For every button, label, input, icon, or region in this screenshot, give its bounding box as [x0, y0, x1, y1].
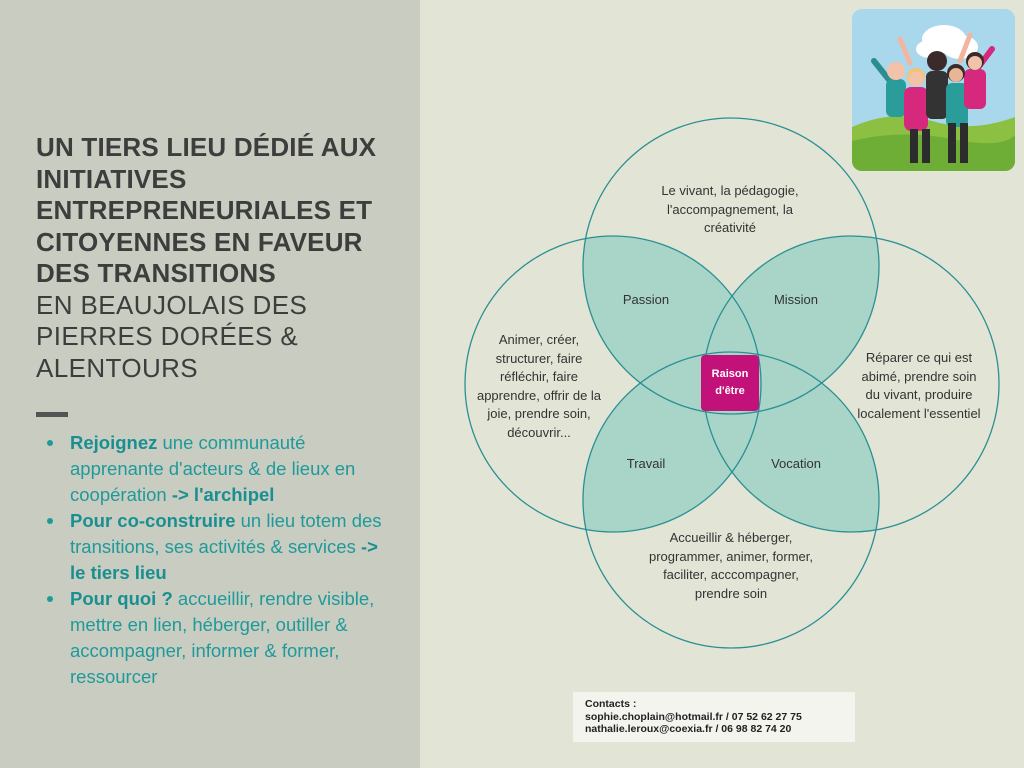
bullet-text: un lieu totem des transitions, ses activités & services [70, 510, 382, 557]
bullet-lead: Pour co-construire [70, 510, 236, 531]
label-mission: Mission [773, 292, 819, 307]
label-vocation: Vocation [771, 456, 821, 471]
venn-top-text: Le vivant, la pédagogie, l'accompagnement, la créativité [661, 183, 799, 235]
venn-bottom-text: Accueillir & héberger, programmer, animer, former, faciliter, acccompagner, prendre soin [649, 530, 813, 601]
contacts-box [573, 692, 855, 742]
people-celebrating-icon [852, 9, 1015, 171]
bullet-tail: -> l'archipel [171, 484, 275, 505]
badge-line: d'être [715, 385, 745, 397]
label-passion: Passion [622, 292, 670, 307]
bullet-text: accueillir, rendre visible, mettre en lien, héberger, outiller & accompagner, informer & former, ressourcer [70, 588, 375, 687]
label-travail: Travail [626, 456, 666, 471]
title-line: CITOYENNES EN FAVEUR [36, 226, 363, 257]
title-line: INITIATIVES [36, 163, 187, 194]
contact-line-2[interactable]: nathalie.leroux@coexia.fr / 06 98 82 74 20 [585, 723, 792, 735]
title-line: ENTREPRENEURIALES ET [36, 195, 373, 225]
contact-line-1[interactable]: sophie.choplain@hotmail.fr / 07 52 62 27 75 [585, 710, 802, 723]
group-illustration [852, 9, 1015, 171]
venn-right-text: Réparer ce qui est abimé, prendre soin du vivant, produire localement l'essentiel [857, 350, 981, 421]
title-line: UN TIERS LIEU DÉDIÉ AUX [36, 132, 377, 162]
raison-detre-badge [701, 355, 759, 411]
bullet-lead: Rejoignez [70, 432, 158, 453]
badge-line: Raison [711, 368, 749, 380]
bullet-text: une communauté apprenante d'acteurs & de lieux en coopération [70, 432, 356, 505]
bullet-lead: Pour quoi ? [70, 588, 173, 609]
title-line: DES TRANSITIONS [36, 258, 276, 288]
venn-left-text: Animer, créer, structurer, faire réfléchir, faire apprendre, offrir de la joie, prendre soin, découvrir... [476, 332, 602, 440]
bullet-tail: -> le tiers lieu [70, 536, 378, 583]
subtitle-line: PIERRES DORÉES & [36, 321, 299, 351]
contacts-title: Contacts : [585, 698, 637, 710]
subtitle-line: EN BEAUJOLAIS DES [36, 289, 308, 320]
subtitle-line: ALENTOURS [36, 352, 199, 383]
